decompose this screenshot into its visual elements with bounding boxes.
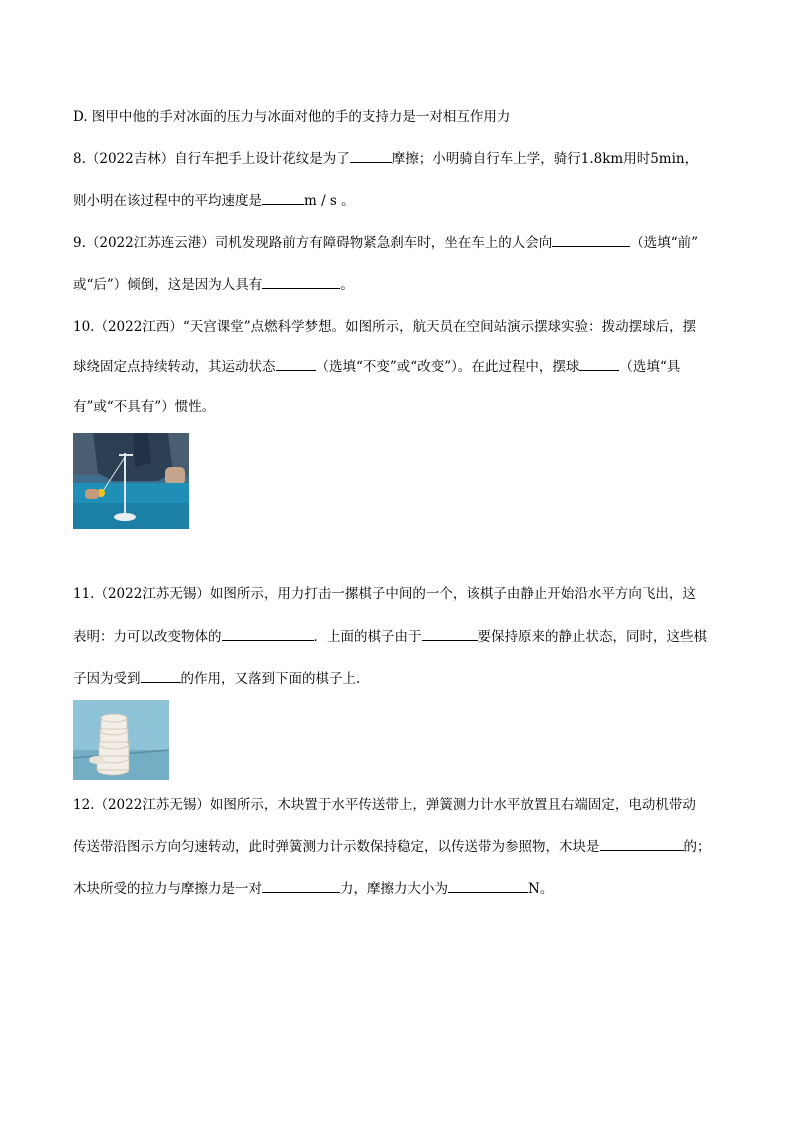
- question-9-line-2: [73, 276, 354, 294]
- answer-blank[interactable]: [262, 880, 340, 893]
- q12-text-2: 传送带沿图示方向匀速转动，此时弹簧测力计示数保持稳定，以传送带为参照物，木块是: [73, 839, 600, 855]
- chess-stack-photo: [73, 700, 169, 780]
- answer-blank[interactable]: [552, 234, 630, 247]
- question-11-line-3: [73, 670, 360, 688]
- q12-text-6: N。: [528, 881, 554, 897]
- q8-text-1: 8.（2022吉林）自行车把手上设计花纹是为了: [73, 151, 350, 167]
- q11-text-1: 11.（2022江苏无锡）如图所示，用力打击一摞棋子中间的一个，该棋子由静止开始沿水平方向飞出，这: [73, 586, 696, 602]
- q12-text-4: 木块所受的拉力与摩擦力是一对: [73, 881, 262, 897]
- question-10-line-2: [73, 358, 680, 376]
- question-10-line-1: [73, 318, 696, 336]
- answer-blank[interactable]: [600, 838, 684, 851]
- question-8-line-1: [73, 150, 698, 168]
- question-8-line-2: [73, 192, 355, 210]
- pendulum-photo-svg: [73, 433, 189, 529]
- pendulum-photo: [73, 433, 189, 529]
- q10-text-4: （选填“具: [619, 359, 681, 375]
- answer-blank[interactable]: [579, 358, 619, 371]
- q12-text-3: 的；: [683, 839, 711, 855]
- q12-text-1: 12.（2022江苏无锡）如图所示，木块置于水平传送带上，弹簧测力计水平放置且右端固定，电动机带动: [73, 797, 696, 813]
- q10-text-1: 10.（2022江西）“天宫课堂”点燃科学梦想。如图所示，航天员在空间站演示摆球实验：拨动摆球后，摆: [73, 319, 697, 335]
- q9-text-3: 或“后”）倾倒，这是因为人具有: [73, 277, 263, 293]
- q12-text-5: 力，摩擦力大小为: [340, 881, 448, 897]
- q9-text-2: （选填“前”: [630, 235, 699, 251]
- answer-blank[interactable]: [222, 628, 314, 641]
- q11-text-5: 子因为受到: [73, 671, 141, 687]
- q11-text-3: ．上面的棋子由于: [313, 629, 422, 645]
- q11-text-2: 表明：力可以改变物体的: [73, 629, 222, 645]
- q11-text-6: 的作用，又落到下面的棋子上.: [180, 671, 361, 687]
- q10-text-5: 有”或“不具有”）惯性。: [73, 399, 216, 415]
- option-d: [73, 108, 510, 126]
- answer-blank[interactable]: [276, 358, 316, 371]
- answer-blank[interactable]: [350, 150, 392, 163]
- answer-blank[interactable]: [141, 670, 181, 683]
- q8-text-4: m / s 。: [304, 193, 355, 209]
- option-d-text: D. 图甲中他的手对冰面的压力与冰面对他的手的支持力是一对相互作用力: [73, 109, 511, 125]
- answer-blank[interactable]: [262, 192, 304, 205]
- question-9-line-1: [73, 234, 698, 252]
- question-11-line-1: [73, 585, 696, 603]
- q9-text-4: 。: [340, 277, 354, 293]
- q10-text-3: （选填“不变”或“改变”）。在此过程中，摆球: [315, 359, 580, 375]
- question-11-line-2: [73, 628, 707, 646]
- q8-text-3: 则小明在该过程中的平均速度是: [73, 193, 262, 209]
- q8-text-2: 摩擦；小明骑自行车上学，骑行1.8km用时5min，: [391, 151, 699, 167]
- chess-stack-photo-svg: [73, 700, 169, 780]
- answer-blank[interactable]: [422, 628, 478, 641]
- question-12-line-2: [73, 838, 711, 856]
- question-12-line-1: [73, 796, 696, 814]
- q10-text-2: 球绕固定点持续转动，其运动状态: [73, 359, 276, 375]
- question-12-line-3: [73, 880, 553, 898]
- q11-text-4: 要保持原来的静止状态，同时，这些棋: [477, 629, 707, 645]
- q9-text-1: 9.（2022江苏连云港）司机发现路前方有障碍物紧急刹车时，坐在车上的人会向: [73, 235, 553, 251]
- question-10-line-3: [73, 398, 215, 416]
- answer-blank[interactable]: [262, 276, 340, 289]
- answer-blank[interactable]: [448, 880, 528, 893]
